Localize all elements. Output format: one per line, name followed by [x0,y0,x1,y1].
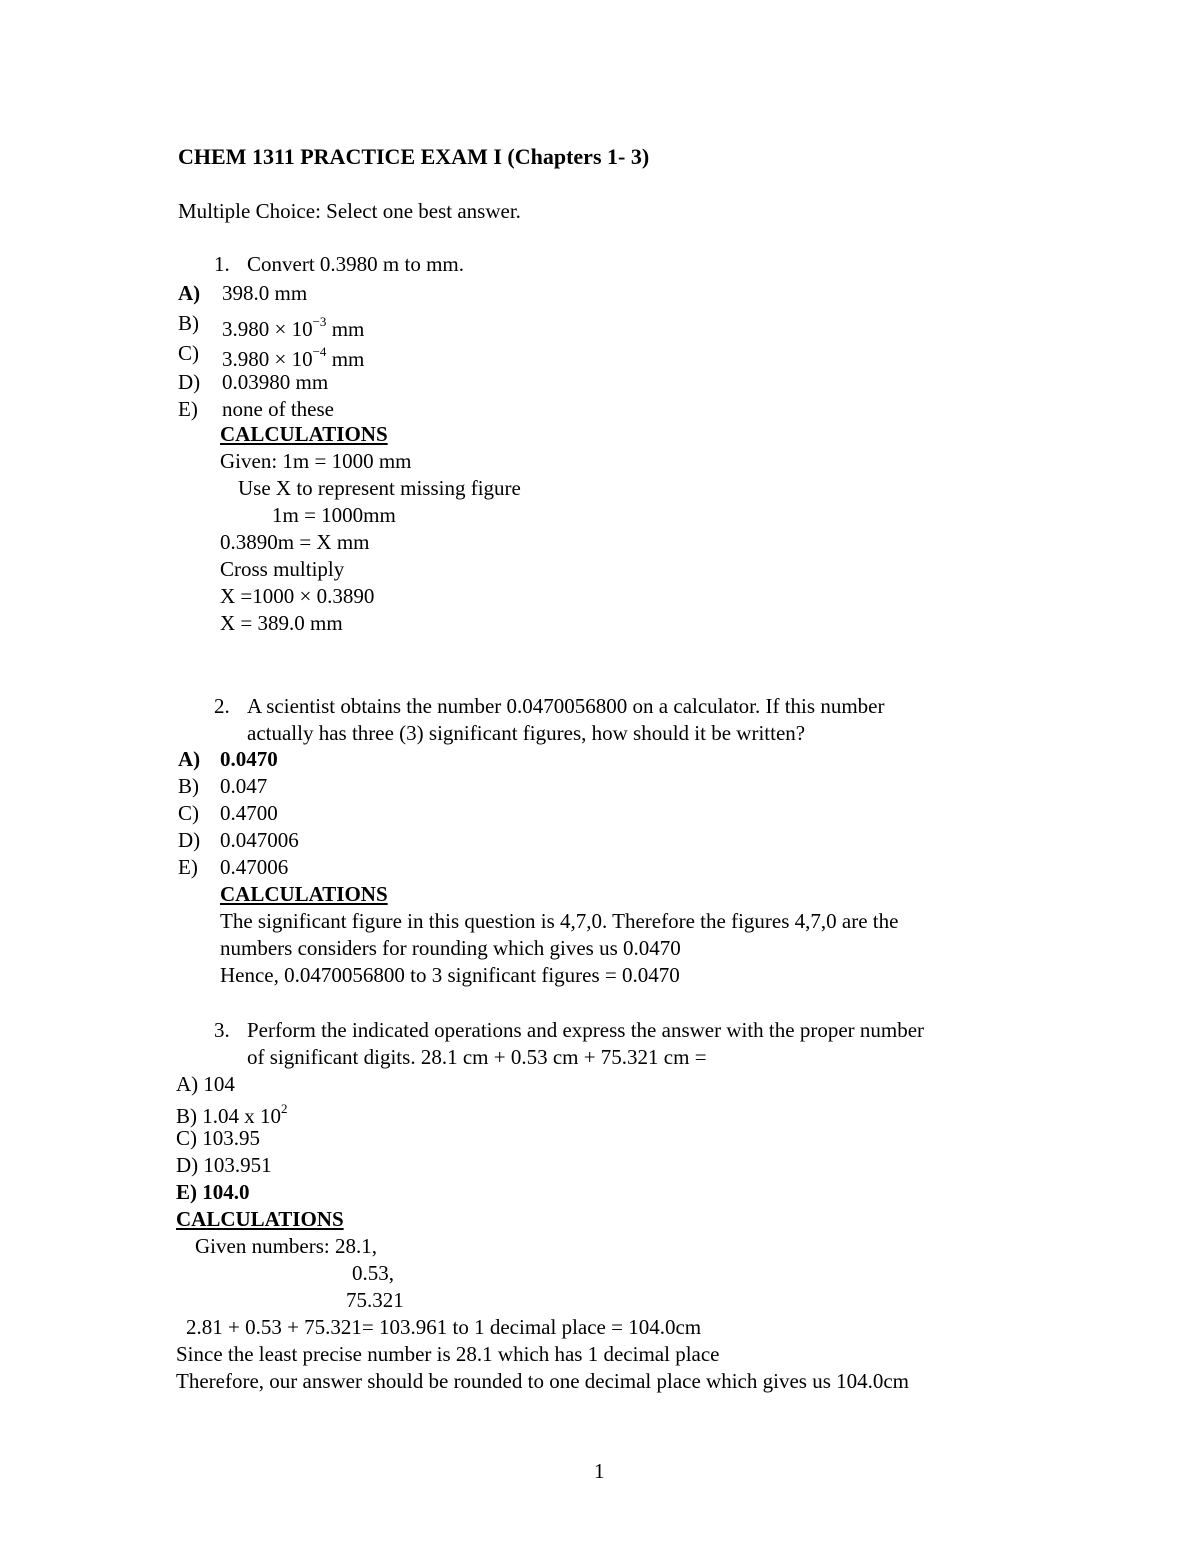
q3-calc-line: Therefore, our answer should be rounded to one decimal place which gives us 104.0cm [176,1369,910,1393]
q3-option-e: E) 104.0 [176,1180,250,1204]
q3-option-b: B) 1.04 x $10^2$ [176,1101,288,1128]
q1-option-a-text: 398.0 mm [222,281,308,305]
q1-calc-line: Given: 1m = 1000 mm [220,449,412,473]
q2-option-e-letter: E) [178,855,198,879]
q1-option-e-letter: E) [178,397,198,421]
q3-question-line1: Perform the indicated operations and express the answer with the proper number [247,1018,925,1042]
q3-option-c: C) 103.95 [176,1126,260,1150]
q1-option-d-text: 0.03980 mm [222,370,329,394]
q2-calc-line: Hence, 0.0470056800 to 3 significant figures = 0.0470 [220,963,680,987]
q3-given-label: Given numbers: 28.1, [195,1234,377,1258]
q2-option-e-text: 0.47006 [220,855,289,879]
q3-option-d: D) 103.951 [176,1153,272,1177]
q2-calc-heading: CALCULATIONS [220,882,388,906]
q1-calc-line: X = 389.0 mm [220,611,343,635]
q2-option-b-letter: B) [178,774,199,798]
q2-calc-line: The significant figure in this question is 4,7,0. Therefore the figures 4,7,0 are the [220,909,899,933]
q3-given-value: 75.321 [346,1288,404,1312]
q1-calc-line: X =1000 × 0.3890 [220,584,375,608]
instructions: Multiple Choice: Select one best answer. [178,199,521,223]
q1-option-c-text: $3.980 \times 10^{-4}$ mm [222,344,365,371]
q2-option-d-text: 0.047006 [220,828,299,852]
q2-option-a-text: 0.0470 [220,747,278,771]
q3-number: 3. [214,1018,230,1042]
q1-option-d-letter: D) [178,370,201,394]
q1-option-b-letter: B) [178,311,199,335]
q3-calc-line: Since the least precise number is 28.1 which has 1 decimal place [176,1342,720,1366]
q3-question-line2: of significant digits. 28.1 cm + 0.53 cm + 75.321 cm = [247,1045,707,1069]
q2-option-d-letter: D) [178,828,201,852]
q1-option-e-text: none of these [222,397,334,421]
q2-option-a-letter: A) [178,747,201,771]
q2-question-line1: A scientist obtains the number 0.0470056800 on a calculator. If this number [247,694,885,718]
page-number: 1 [594,1459,605,1483]
q2-question-line2: actually has three (3) significant figures, how should it be written? [247,721,806,745]
q3-calc-line: 2.81 + 0.53 + 75.321= 103.961 to 1 decimal place = 104.0cm [186,1315,702,1339]
q2-option-c-letter: C) [178,801,199,825]
q3-option-a: A) 104 [176,1072,235,1096]
q1-calc-line: 0.3890m = X mm [220,530,370,554]
q1-option-c-letter: C) [178,341,199,365]
q1-question: Convert 0.3980 m to mm. [247,252,464,276]
q2-number: 2. [214,694,230,718]
q1-calc-line: Use X to represent missing figure [238,476,521,500]
page-title: CHEM 1311 PRACTICE EXAM I (Chapters 1- 3) [178,144,650,169]
q1-calc-line: 1m = 1000mm [272,503,396,527]
q3-calc-heading: CALCULATIONS [176,1207,344,1231]
q2-calc-line: numbers considers for rounding which gives us 0.0470 [220,936,681,960]
q1-option-b-text: $3.980 \times 10^{-3}$ mm [222,314,365,341]
q1-option-a-letter: A) [178,281,201,305]
q2-option-c-text: 0.4700 [220,801,278,825]
q1-calc-heading: CALCULATIONS [220,422,388,446]
q1-number: 1. [214,252,230,276]
q3-given-value: 0.53, [352,1261,394,1285]
q2-option-b-text: 0.047 [220,774,268,798]
q1-calc-line: Cross multiply [220,557,345,581]
